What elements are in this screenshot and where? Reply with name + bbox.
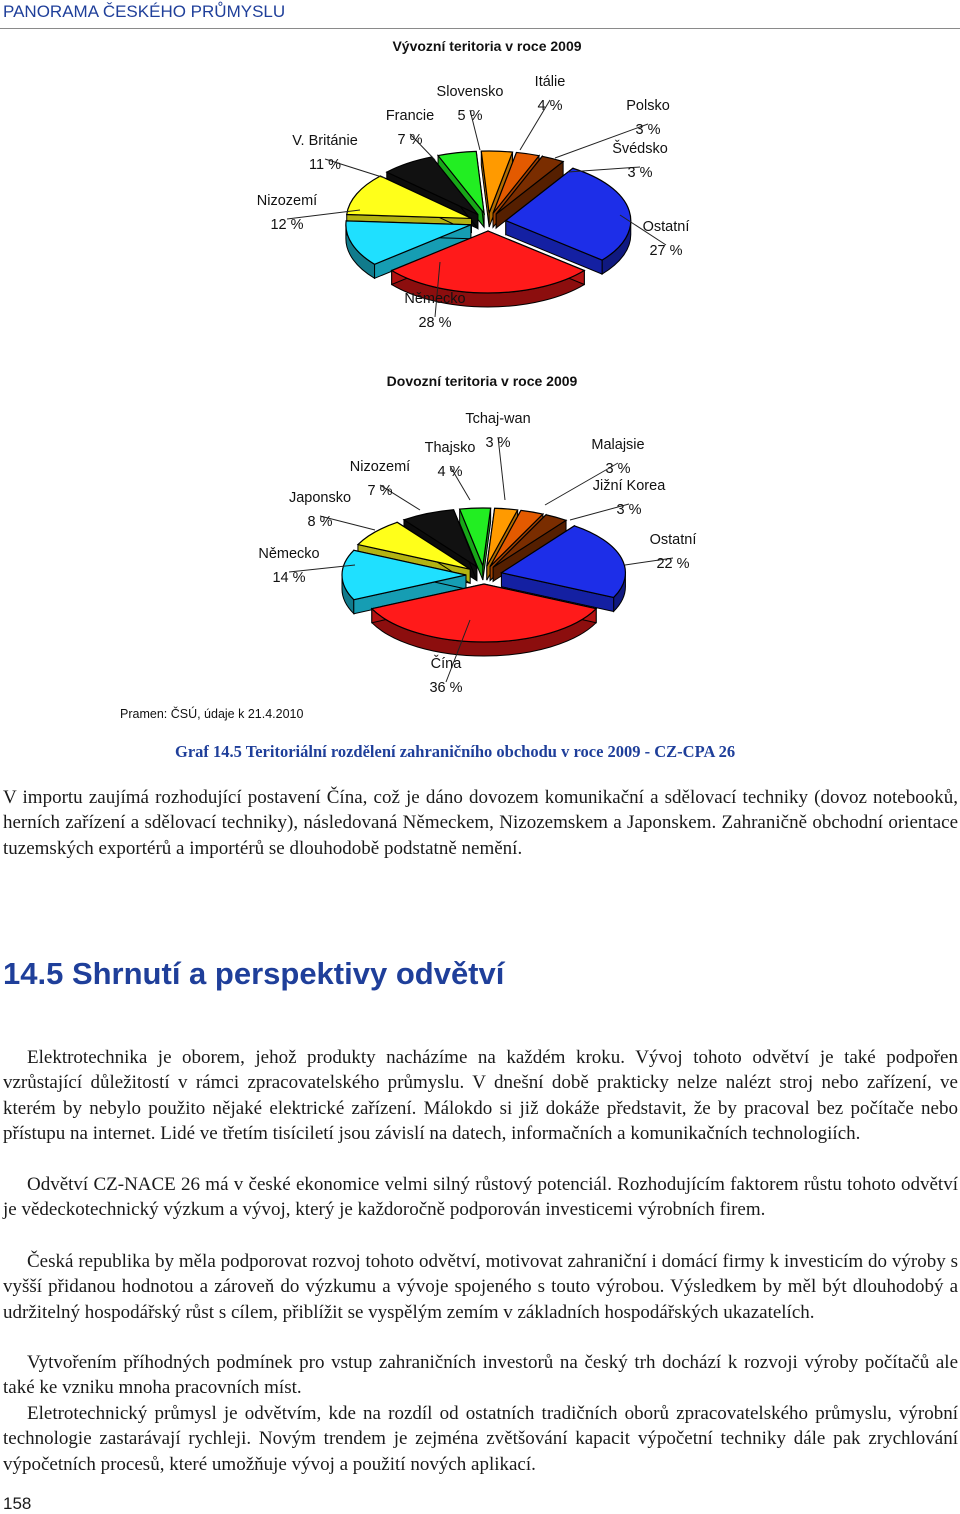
page-header bbox=[0, 0, 960, 29]
slice-value-label: 22 % bbox=[656, 556, 690, 572]
slice-value-label: 36 % bbox=[429, 680, 463, 696]
slice-label: Thajsko bbox=[424, 440, 476, 456]
section-heading: 14.5 Shrnutí a perspektivy odvětví bbox=[3, 956, 505, 991]
slice-label: Nizozemí bbox=[256, 193, 318, 209]
slice-value-label: 4 % bbox=[437, 464, 463, 480]
intro-paragraph: V importu zaujímá rozhodující postavení Čína, což je dáno dovozem komunikační a sdělovací techniky (dovoz notebooků, herních zařízení a sdělovací techniky), následovaná Německem, Nizozemskem a Japonskem. Zahraničně obchodní orientace tuzemských exportérů a importérů se dlouhodobě podstatně nemění. bbox=[3, 787, 958, 859]
slice-label: Jižní Korea bbox=[592, 478, 666, 494]
export-pie-chart bbox=[0, 30, 960, 350]
body-paragraph: Eletrotechnický průmysl je odvětvím, kde na rozdíl od ostatních tradičních oborů zpracovatelského průmyslu, výrobní technologie zastarávají rychleji. Novým trendem je zejména zvětšování kapacit výpočetní techniky dále pak zrychlování výpočetních procesů, které umožňuje vývoj a použití nových aplikací. bbox=[3, 1403, 958, 1475]
slice-value-label: 7 % bbox=[397, 132, 423, 148]
import-pie-chart bbox=[0, 362, 960, 702]
chart-source-note: Pramen: ČSÚ, údaje k 21.4.2010 bbox=[120, 707, 304, 721]
slice-value-label: 3 % bbox=[635, 122, 661, 138]
slice-label: Slovensko bbox=[436, 84, 504, 100]
slice-label: Polsko bbox=[626, 98, 670, 114]
slice-value-label: 28 % bbox=[418, 315, 452, 331]
body-paragraph: Elektrotechnika je oborem, jehož produkty nacházíme na každém kroku. Vývoj tohoto odvětví je také podpořen vzrůstající důležitostí v rámci zpracovatelského průmyslu. V dnešní době prakticky nelze nalézt stroj nebo zařízení, ve kterém by nebylo použito nějaké elektrické zařízení. Málokdo si již dokáže představit, že by pracoval bez počítače nebo přístupu na internet. Lidé ve třetím tisíciletí jsou závislí na datech, informačních a komunikačních technologiích. bbox=[3, 1047, 958, 1145]
figure-caption: Graf 14.5 Teritoriální rozdělení zahraničního obchodu v roce 2009 - CZ-CPA 26 bbox=[175, 742, 736, 761]
body-paragraph: Česká republika by měla podporovat rozvoj tohoto odvětví, motivovat zahraniční i domácí firmy k investicím do výroby s vyšší přidanou hodnotou a zároveň do výzkumu a vývoje spojeného s touto výrobou. Výsledkem by měl být dlouhodobý a udržitelný hospodářský růst s cílem, přiblížit se vyspělým zemím v základních hospodářských ukazatelích. bbox=[3, 1251, 958, 1323]
slice-value-label: 3 % bbox=[616, 502, 642, 518]
body-paragraph: Vytvořením příhodných podmínek pro vstup zahraničních investorů na český trh dochází k rozvoji výroby počítačů ale také ke vzniku mnoha pracovních míst. bbox=[3, 1352, 958, 1399]
slice-label: V. Británie bbox=[292, 133, 358, 149]
slice-label: Německo bbox=[404, 291, 466, 307]
slice-value-label: 8 % bbox=[307, 514, 333, 530]
slice-label: Itálie bbox=[534, 74, 566, 90]
slice-value-label: 5 % bbox=[457, 108, 483, 124]
slice-label: Čína bbox=[430, 656, 462, 672]
slice-label: Tchaj-wan bbox=[465, 411, 531, 427]
slice-label: Ostatní bbox=[642, 219, 690, 235]
slice-value-label: 7 % bbox=[367, 483, 393, 499]
slice-label: Švédsko bbox=[612, 141, 668, 157]
slice-value-label: 27 % bbox=[649, 243, 683, 259]
chart-title: Dovozní teritoria v roce 2009 bbox=[386, 373, 578, 389]
slice-label: Japonsko bbox=[288, 490, 352, 506]
body-paragraph: Odvětví CZ-NACE 26 má v české ekonomice velmi silný růstový potenciál. Rozhodujícím faktorem růstu tohoto odvětví je vědeckotechnický výzkum a vývoj, který je každoročně podporován investicemi výrobních firem. bbox=[3, 1174, 958, 1221]
slice-label: Malajsie bbox=[591, 437, 645, 453]
slice-label: Nizozemí bbox=[349, 459, 411, 475]
slice-value-label: 14 % bbox=[272, 570, 306, 586]
page-number: 158 bbox=[3, 1494, 32, 1513]
chart-title: Vývozní teritoria v roce 2009 bbox=[392, 38, 582, 54]
slice-label: Německo bbox=[258, 546, 320, 562]
slice-value-label: 3 % bbox=[485, 435, 511, 451]
slice-label: Ostatní bbox=[649, 532, 697, 548]
slice-value-label: 3 % bbox=[627, 165, 653, 181]
slice-value-label: 11 % bbox=[309, 157, 341, 173]
header-title: PANORAMA ČESKÉHO PRŮMYSLU bbox=[3, 2, 286, 21]
slice-value-label: 3 % bbox=[605, 461, 631, 477]
slice-value-label: 12 % bbox=[270, 217, 304, 233]
slice-value-label: 4 % bbox=[537, 98, 563, 114]
slice-label: Francie bbox=[385, 108, 435, 124]
